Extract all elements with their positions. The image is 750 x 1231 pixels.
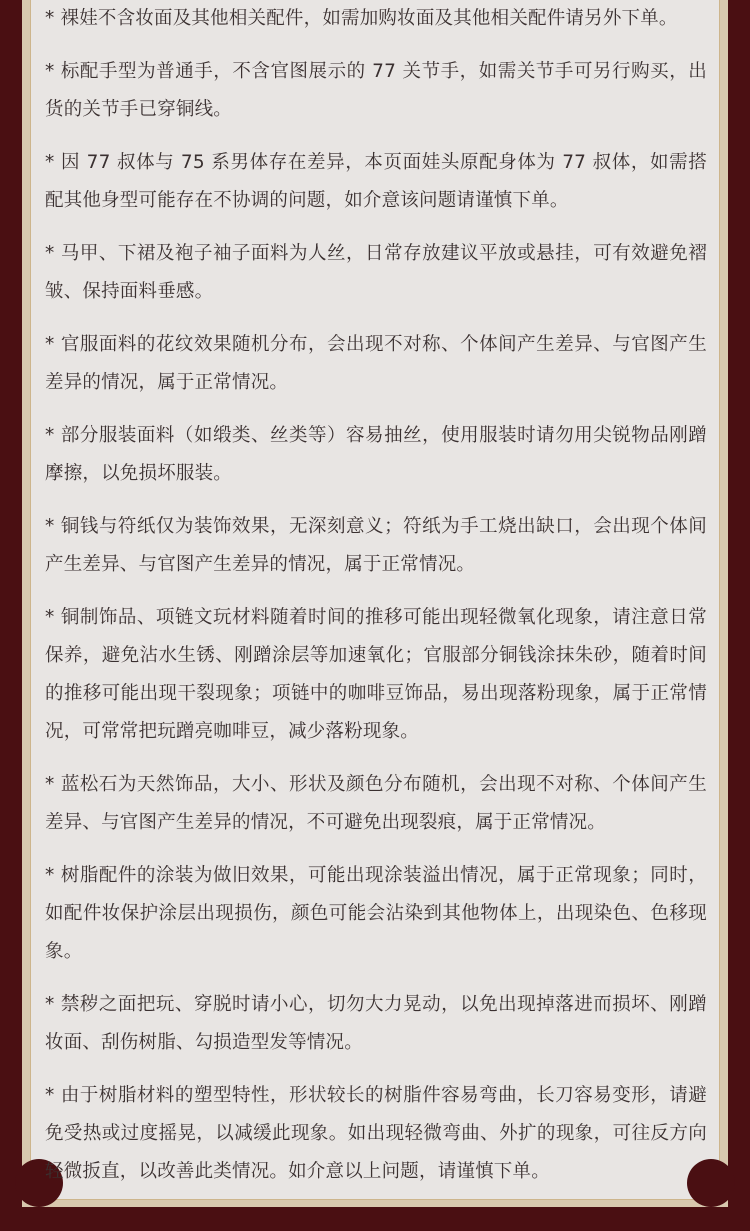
notice-item: * 因 77 叔体与 75 系男体存在差异，本页面娃头原配身体为 77 叔体，如需搭配其他身型可能存在不协调的问题，如介意该问题请谨慎下单。 xyxy=(45,152,707,211)
notice-item: * 铜钱与符纸仅为装饰效果，无深刻意义；符纸为手工烧出缺口，会出现个体间产生差异、与官图产生差异的情况，属于正常情况。 xyxy=(45,516,707,575)
notice-item: * 马甲、下裙及袍子袖子面料为人丝，日常存放建议平放或悬挂，可有效避免褶皱、保持面料垂感。 xyxy=(45,243,707,302)
notice-item: * 禁秽之面把玩、穿脱时请小心，切勿大力晃动，以免出现掉落进而损坏、刚蹭妆面、刮伤树脂、勾损造型发等情况。 xyxy=(45,994,707,1053)
notice-item: * 由于树脂材料的塑型特性，形状较长的树脂件容易弯曲，长刀容易变形，请避免受热或过度摇晃，以减缓此现象。如出现轻微弯曲、外扩的现象，可往反方向轻微扳直，以改善此类情况。如介意以上问题，请谨慎下单。 xyxy=(45,1085,707,1182)
notice-item: * 树脂配件的涂装为做旧效果，可能出现涂装溢出情况，属于正常现象；同时，如配件妆保护涂层出现损伤，颜色可能会沾染到其他物体上，出现染色、色移现象。 xyxy=(45,865,707,962)
bottom-border xyxy=(0,1207,750,1231)
notice-list xyxy=(45,0,707,1206)
notice-item: * 裸娃不含妆面及其他相关配件，如需加购妆面及其他相关配件请另外下单。 xyxy=(45,8,678,29)
notice-item: * 蓝松石为天然饰品，大小、形状及颜色分布随机，会出现不对称、个体间产生差异、与官图产生差异的情况，不可避免出现裂痕，属于正常情况。 xyxy=(45,774,707,833)
notice-item: * 标配手型为普通手，不含官图展示的 77 关节手，如需关节手可另行购买，出货的关节手已穿铜线。 xyxy=(45,61,707,120)
notice-item: * 铜制饰品、项链文玩材料随着时间的推移可能出现轻微氧化现象，请注意日常保养，避免沾水生锈、刚蹭涂层等加速氧化；官服部分铜钱涂抹朱砂，随着时间的推移可能出现干裂现象；项链中的咖啡豆饰品，易出现落粉现象，属于正常情况，可常常把玩蹭亮咖啡豆，减少落粉现象。 xyxy=(45,607,707,742)
notice-item: * 官服面料的花纹效果随机分布，会出现不对称、个体间产生差异、与官图产生差异的情况，属于正常情况。 xyxy=(45,334,707,393)
notice-item: * 部分服装面料（如缎类、丝类等）容易抽丝，使用服装时请勿用尖锐物品刚蹭摩擦，以免损坏服装。 xyxy=(45,425,707,484)
